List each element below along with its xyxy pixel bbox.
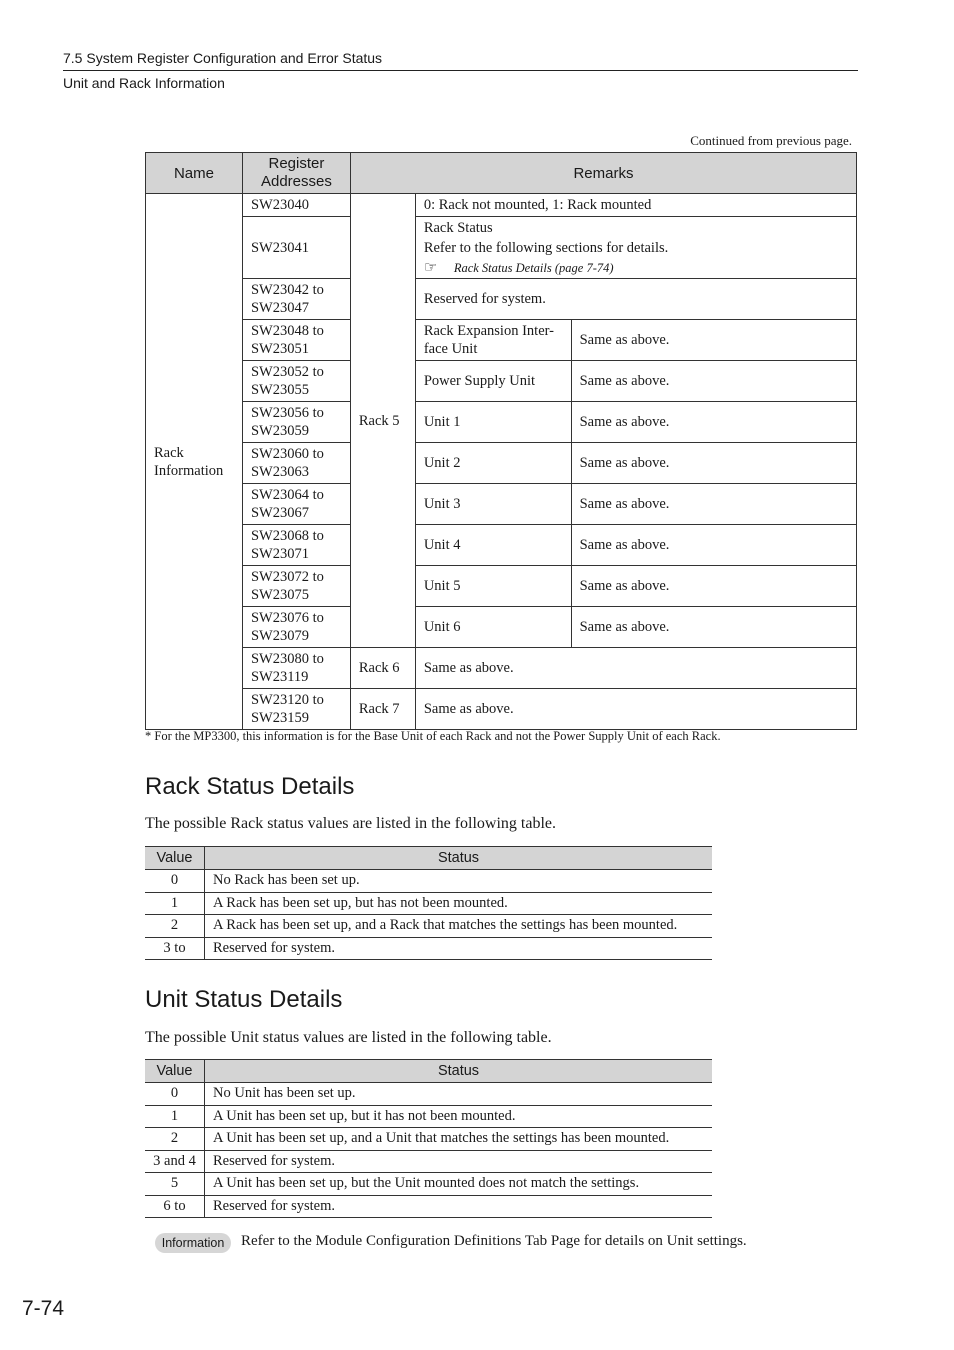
remark-rack-status (415, 217, 856, 279)
information-badge: Information (155, 1233, 231, 1253)
register-address: SW23048 to SW23051 (242, 320, 350, 361)
unit-label: Unit 3 (415, 484, 571, 525)
remark: Same as above. (415, 648, 856, 689)
register-table-header (146, 153, 857, 194)
rack-label: Rack 7 (350, 689, 415, 730)
status-value: 2 (145, 915, 205, 938)
status-text: No Rack has been set up. (205, 870, 713, 893)
col-header-value: Value (145, 1060, 205, 1083)
status-text: A Rack has been set up, but has not been mounted. (205, 892, 713, 915)
page-number: 7-74 (22, 1297, 65, 1320)
table-row (146, 566, 857, 607)
status-value: 3 to (145, 937, 205, 960)
running-header-section: 7.5 System Register Configuration and Error Status (63, 50, 383, 66)
remark: Reserved for system. (415, 279, 856, 320)
remark: Same as above. (571, 566, 856, 607)
remark: Same as above. (415, 689, 856, 730)
status-text: A Rack has been set up, and a Rack that matches the settings has been mounted. (205, 915, 713, 938)
col-header-status: Status (205, 1060, 713, 1083)
table-row (145, 1173, 712, 1196)
unit-label: Unit 6 (415, 607, 571, 648)
table-row (146, 689, 857, 730)
table-row (146, 194, 857, 217)
table-row (146, 217, 857, 279)
table-row (146, 279, 857, 320)
remark: Same as above. (571, 402, 856, 443)
status-value: 3 and 4 (145, 1150, 205, 1173)
status-text: A Unit has been set up, but it has not been mounted. (205, 1105, 713, 1128)
remark: Same as above. (571, 443, 856, 484)
footnote: * For the MP3300, this information is for the Base Unit of each Rack and not the Power Supply Unit of each Rack. (145, 729, 721, 743)
table-row (146, 525, 857, 566)
rack-status-table (145, 846, 712, 960)
section-intro-unit-status: The possible Unit status values are listed in the following table. (145, 1029, 552, 1046)
table-row (146, 648, 857, 689)
table-row (145, 870, 712, 893)
remark: 0: Rack not mounted, 1: Rack mounted (415, 194, 856, 217)
status-value: 0 (145, 870, 205, 893)
remark: Same as above. (571, 525, 856, 566)
status-value: 0 (145, 1083, 205, 1106)
register-address: SW23076 to SW23079 (242, 607, 350, 648)
section-title-rack-status: Rack Status Details (145, 773, 355, 800)
table-row (146, 607, 857, 648)
register-address: SW23080 to SW23119 (242, 648, 350, 689)
table-row (146, 402, 857, 443)
register-address: SW23060 to SW23063 (242, 443, 350, 484)
register-address: SW23068 to SW23071 (242, 525, 350, 566)
section-intro-rack-status: The possible Rack status values are listed in the following table. (145, 815, 557, 832)
status-text: No Unit has been set up. (205, 1083, 713, 1106)
rack-label: Rack 6 (350, 648, 415, 689)
unit-label: Unit 4 (415, 525, 571, 566)
col-header-value: Value (145, 847, 205, 870)
status-text: Reserved for system. (205, 937, 713, 960)
rack-information-label: Rack Information (146, 194, 243, 730)
status-value: 2 (145, 1128, 205, 1151)
unit-status-header (145, 1060, 712, 1083)
table-row (145, 892, 712, 915)
remark-line: Rack Status (423, 219, 493, 236)
remark: Same as above. (571, 607, 856, 648)
table-row (146, 320, 857, 361)
register-address: SW23041 (242, 217, 350, 279)
section-title-unit-status: Unit Status Details (145, 986, 343, 1013)
rack-status-header (145, 847, 712, 870)
status-value: 1 (145, 892, 205, 915)
running-header-subsection: Unit and Rack Information (63, 75, 225, 91)
register-address: SW23040 (242, 194, 350, 217)
register-table (145, 152, 857, 730)
table-row (145, 1150, 712, 1173)
status-text: A Unit has been set up, and a Unit that matches the settings has been mounted. (205, 1128, 713, 1151)
continued-note: Continued from previous page. (690, 133, 852, 148)
status-value: 1 (145, 1105, 205, 1128)
status-text: Reserved for system. (205, 1195, 713, 1218)
table-row (145, 1105, 712, 1128)
col-header-addresses: Register Addresses (242, 153, 350, 194)
rack5-label: Rack 5 (350, 194, 415, 648)
register-address: SW23120 to SW23159 (242, 689, 350, 730)
table-row (145, 937, 712, 960)
remark-line: Refer to the following sections for details. (423, 239, 669, 256)
status-value: 6 to (145, 1195, 205, 1218)
table-row (146, 484, 857, 525)
header-rule (63, 70, 858, 71)
remark: Same as above. (571, 320, 856, 361)
pointing-hand-icon: ☞ (423, 259, 438, 276)
unit-label: Unit 1 (415, 402, 571, 443)
table-row (146, 443, 857, 484)
remark: Same as above. (571, 361, 856, 402)
register-address: SW23064 to SW23067 (242, 484, 350, 525)
cross-reference-text: Rack Status Details (page 7-74) (453, 260, 614, 275)
register-address: SW23052 to SW23055 (242, 361, 350, 402)
col-header-name: Name (146, 153, 243, 194)
unit-label: Unit 2 (415, 443, 571, 484)
unit-label: Unit 5 (415, 566, 571, 607)
table-row (146, 361, 857, 402)
register-address: SW23042 to SW23047 (242, 279, 350, 320)
register-address: SW23072 to SW23075 (242, 566, 350, 607)
unit-status-table (145, 1059, 712, 1218)
cross-reference-link[interactable] (424, 258, 614, 278)
status-value: 5 (145, 1173, 205, 1196)
information-text: Refer to the Module Configuration Definitions Tab Page for details on Unit settings. (241, 1233, 747, 1249)
table-row (145, 915, 712, 938)
status-text: A Unit has been set up, but the Unit mounted does not match the settings. (205, 1173, 713, 1196)
remark: Same as above. (571, 484, 856, 525)
col-header-remarks: Remarks (350, 153, 856, 194)
table-row (145, 1128, 712, 1151)
unit-label: Rack Expansion Inter- face Unit (415, 320, 571, 361)
status-text: Reserved for system. (205, 1150, 713, 1173)
table-row (145, 1083, 712, 1106)
table-row (145, 1195, 712, 1218)
register-address: SW23056 to SW23059 (242, 402, 350, 443)
unit-label: Power Supply Unit (415, 361, 571, 402)
col-header-status: Status (205, 847, 713, 870)
